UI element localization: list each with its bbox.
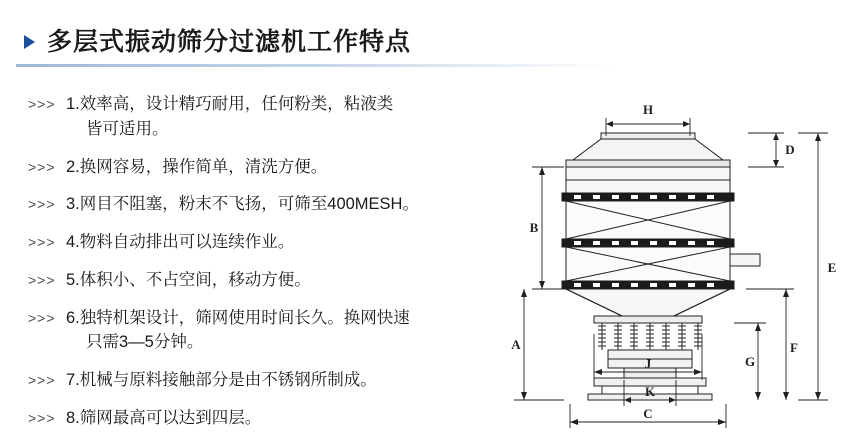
dimension-label-D: D [785, 142, 795, 157]
list-item-text: 2.换网容易，操作简单，清洗方便。 [66, 157, 328, 176]
list-item-text: 1.效率高，设计精巧耐用，任何粉类，粘液类 皆可适用。 [66, 95, 394, 138]
vibrating-screen-dimension-drawing [498, 84, 850, 432]
list-item-text: 7.机械与原料接触部分是由不锈钢所制成。 [66, 371, 377, 389]
dimension-label-E: E [827, 260, 837, 275]
dimension-label-A: A [511, 337, 521, 352]
triangle-right-icon [24, 35, 35, 49]
list-item [28, 306, 498, 356]
list-item-text: 5.体积小、不占空间，移动方便。 [66, 270, 311, 289]
list-item [28, 192, 498, 217]
dimension-label-H: H [642, 102, 654, 117]
list-item-text: 6.独特机架设计，筛网使用时间长久。换网快速 只需3—5分钟。 [66, 308, 410, 352]
feature-list [28, 92, 498, 444]
list-marker: >>> [28, 372, 56, 388]
list-item [28, 406, 498, 431]
list-item [28, 368, 498, 393]
list-marker: >>> [28, 234, 56, 250]
list-item-text: 4.物料自动排出可以连续作业。 [66, 233, 295, 251]
list-item-text: 3.网目不阻塞，粉末不飞扬，可筛至400MESH。 [66, 195, 419, 214]
list-item [28, 230, 498, 255]
list-marker: >>> [28, 196, 56, 213]
list-marker: >>> [28, 409, 56, 426]
page-title-row [24, 22, 411, 58]
dimension-label-G: G [744, 354, 756, 369]
dimension-label-F: F [790, 340, 798, 355]
list-marker: >>> [28, 96, 56, 112]
dimension-label-C: C [643, 406, 653, 421]
list-item [28, 92, 498, 142]
list-marker: >>> [28, 309, 56, 326]
list-item-text: 8.筛网最高可以达到四层。 [66, 408, 262, 427]
dimension-label-B: B [529, 220, 539, 235]
title-divider [16, 64, 616, 67]
list-item [28, 155, 498, 180]
dimension-label-J: J [644, 356, 652, 371]
list-marker: >>> [28, 158, 56, 175]
page-title: 多层式振动筛分过滤机工作特点 [47, 28, 412, 56]
dimension-label-K: K [644, 384, 656, 399]
list-marker: >>> [28, 271, 56, 288]
list-item [28, 268, 498, 293]
